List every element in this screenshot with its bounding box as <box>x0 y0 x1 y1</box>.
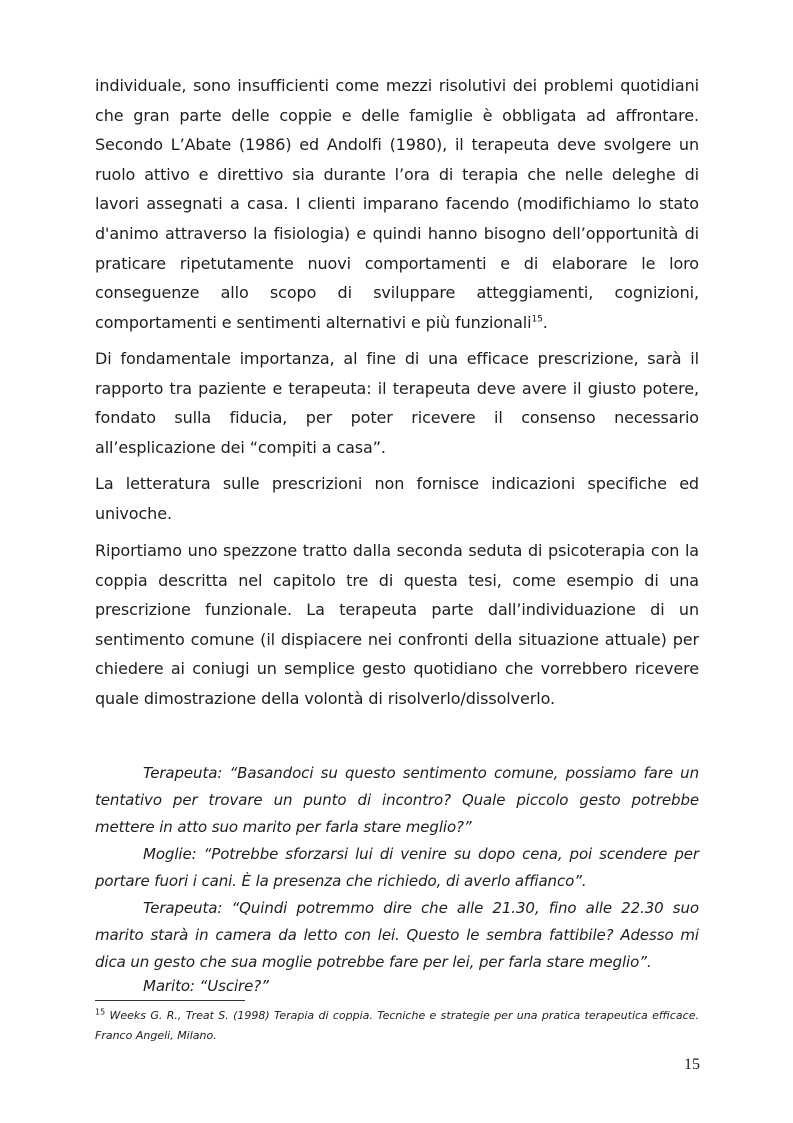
body-paragraph <box>95 71 699 337</box>
paragraph-text: individuale, sono insufficienti come mezzi risolutivi dei problemi quotidiani che gran parte delle coppie e delle famiglie è obbligata ad affrontare. Secondo L’Abate (1986) ed Andolfi (1980), il terapeuta deve svolgere un ruolo attivo e direttivo sia durante l’ora di terapia che nelle deleghe di lavori assegnati a casa. I clienti imparano facendo (modifichiamo lo stato d'animo attraverso la fisiologia) e quindi hanno bisogno dell’opportunità di praticare ripetutamente nuovi comportamenti e di elaborare le loro conseguenze allo scopo di sviluppare atteggiamenti, cognizioni, comportamenti e sentimenti alternativi e più funzionali <box>95 76 699 332</box>
dialogue-line: Terapeuta: “Quindi potremmo dire che alle 21.30, fino alle 22.30 suo marito starà in camera da letto con lei. Questo le sembra fattibile? Adesso mi dica un gesto che sua moglie potrebbe fare per lei, per farla stare meglio”. <box>95 899 699 971</box>
body-paragraph: Riportiamo uno spezzone tratto dalla seconda seduta di psicoterapia con la coppia descritta nel capitolo tre di questa tesi, come esempio di una prescrizione funzionale. La terapeuta parte dall’individuazione di un sentimento comune (il dispiacere nei confronti della situazione attuale) per chiedere ai coniugi un semplice gesto quotidiano che vorrebbero ricevere quale dimostrazione della volontà di risolverlo/dissolverlo. <box>95 541 699 708</box>
paragraph-end: . <box>542 312 548 332</box>
body-paragraph: Di fondamentale importanza, al fine di una efficace prescrizione, sarà il rapporto tra paziente e terapeuta: il terapeuta deve avere il giusto potere, fondato sulla fiducia, per poter ricevere il consenso necessario all’esplicazione dei “compiti a casa”. <box>95 349 699 457</box>
dialogue-line: Moglie: “Potrebbe sforzarsi lui di venire su dopo cena, poi scendere per portare fuori i cani. È la presenza che richiedo, di averlo affianco”. <box>95 845 699 890</box>
dialogue-line: Terapeuta: “Basandoci su questo sentimento comune, possiamo fare un tentativo per trovare un punto di incontro? Quale piccolo gesto potrebbe mettere in atto suo marito per farla stare meglio?” <box>95 764 699 836</box>
body-paragraph: La letteratura sulle prescrizioni non fornisce indicazioni specifiche ed univoche. <box>95 474 699 523</box>
footnote-reference[interactable]: 15 <box>531 314 543 325</box>
footnote-text: Weeks G. R., Treat S. (1998) Terapia di coppia. Tecniche e strategie per una pratica terapeutica efficace. Franco Angeli, Milano. <box>95 1009 699 1042</box>
footnote-separator <box>95 1000 245 1001</box>
page-number: 15 <box>684 1056 700 1073</box>
dialogue-line: Marito: “Uscire?” <box>143 977 269 995</box>
footnote-number: 15 <box>95 1007 106 1017</box>
footnote <box>95 1006 699 1046</box>
